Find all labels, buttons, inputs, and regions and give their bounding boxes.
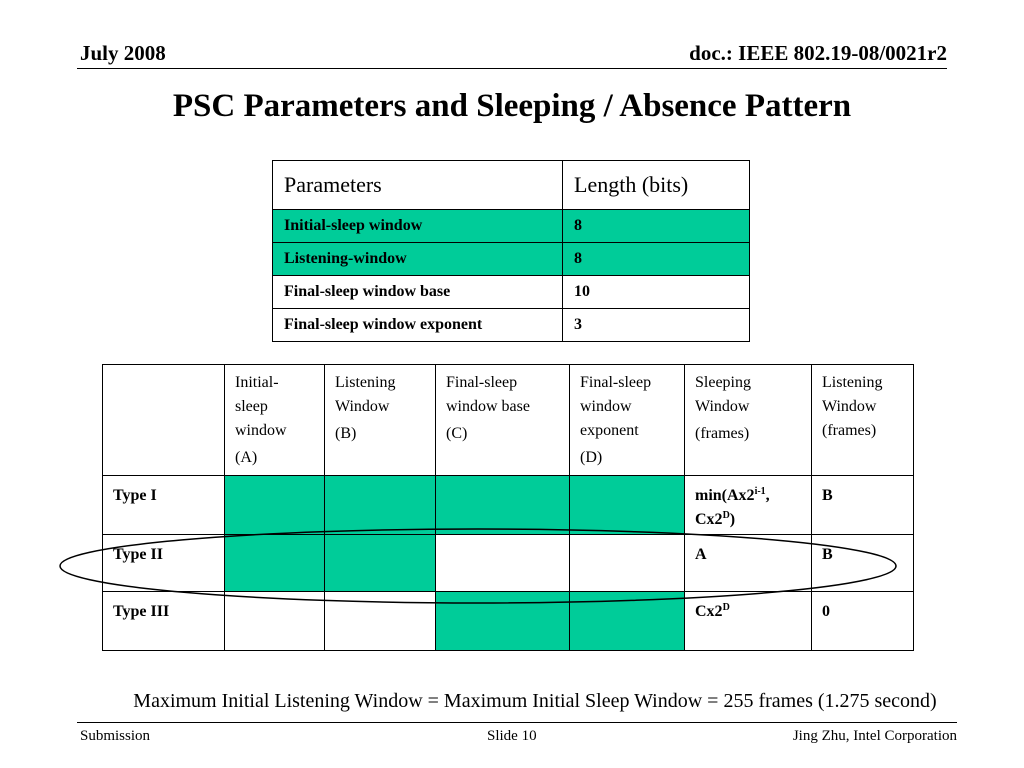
pattern-cell-unused	[225, 592, 325, 651]
header-final-sleep-window-exponent: Final-sleep window exponent (D)	[570, 365, 685, 476]
footer-submission: Submission	[80, 728, 151, 744]
listening-window-value: B	[812, 535, 914, 592]
pattern-cell-used	[325, 476, 436, 535]
length-header: Length (bits)	[563, 161, 750, 210]
parameters-header: Parameters	[273, 161, 563, 210]
pattern-cell-used	[325, 535, 436, 592]
slide-title: PSC Parameters and Sleeping / Absence Pattern	[172, 88, 852, 124]
header-date: July 2008	[80, 41, 166, 65]
pattern-cell-used	[225, 476, 325, 535]
sleeping-window-value: min(Ax2$^{i-1}$, $Cx2^D$)	[685, 476, 812, 535]
header-initial-sleep-window: Initial- sleep window (A)	[225, 365, 325, 476]
parameter-name: Initial-sleep window	[273, 210, 563, 243]
parameters-header-row	[273, 161, 750, 210]
header-doc-id: doc.: IEEE 802.19-08/0021r2	[689, 41, 947, 65]
pattern-cell-used	[436, 476, 570, 535]
max-window-note: Maximum Initial Listening Window = Maximum Initial Sleep Window = 255 frames (1.275 second)	[133, 690, 937, 712]
row-label: Type III	[103, 592, 225, 651]
pattern-cell-used	[436, 592, 570, 651]
pattern-cell-used	[225, 535, 325, 592]
header-listening-window: Listening Window (B)	[325, 365, 436, 476]
header-final-sleep-window-base: Final-sleep window base (C)	[436, 365, 570, 476]
pattern-table	[102, 364, 914, 651]
parameter-bits: 3	[563, 309, 750, 342]
pattern-row-type-ii	[103, 535, 914, 592]
pattern-cell-used	[570, 476, 685, 535]
header-divider	[77, 68, 947, 69]
listening-window-value: B	[812, 476, 914, 535]
pattern-row-type-iii	[103, 592, 914, 651]
footer-author: Jing Zhu, Intel Corporation	[792, 728, 957, 744]
parameter-name: Final-sleep window exponent	[273, 309, 563, 342]
parameter-bits: 8	[563, 243, 750, 276]
parameter-row	[273, 210, 750, 243]
pattern-row-type-i	[103, 476, 914, 535]
parameter-bits: 8	[563, 210, 750, 243]
pattern-cell-unused	[436, 535, 570, 592]
parameter-row	[273, 309, 750, 342]
sleeping-window-value: A	[685, 535, 812, 592]
pattern-cell-unused	[570, 535, 685, 592]
sleeping-window-value: $Cx2^D$	[685, 592, 812, 651]
footer-slide-number: Slide 10	[487, 728, 537, 744]
row-label: Type I	[103, 476, 225, 535]
footer-divider	[77, 722, 957, 723]
parameter-row	[273, 276, 750, 309]
pattern-header-row	[103, 365, 914, 476]
parameter-row	[273, 243, 750, 276]
pattern-corner-cell	[103, 365, 225, 476]
header-sleeping-window-frames: Sleeping Window (frames)	[685, 365, 812, 476]
header-listening-window-frames: Listening Window (frames)	[812, 365, 914, 476]
parameter-name: Final-sleep window base	[273, 276, 563, 309]
row-label: Type II	[103, 535, 225, 592]
parameter-name: Listening-window	[273, 243, 563, 276]
parameters-table	[272, 160, 750, 342]
pattern-cell-unused	[325, 592, 436, 651]
parameter-bits: 10	[563, 276, 750, 309]
listening-window-value: 0	[812, 592, 914, 651]
pattern-cell-used	[570, 592, 685, 651]
